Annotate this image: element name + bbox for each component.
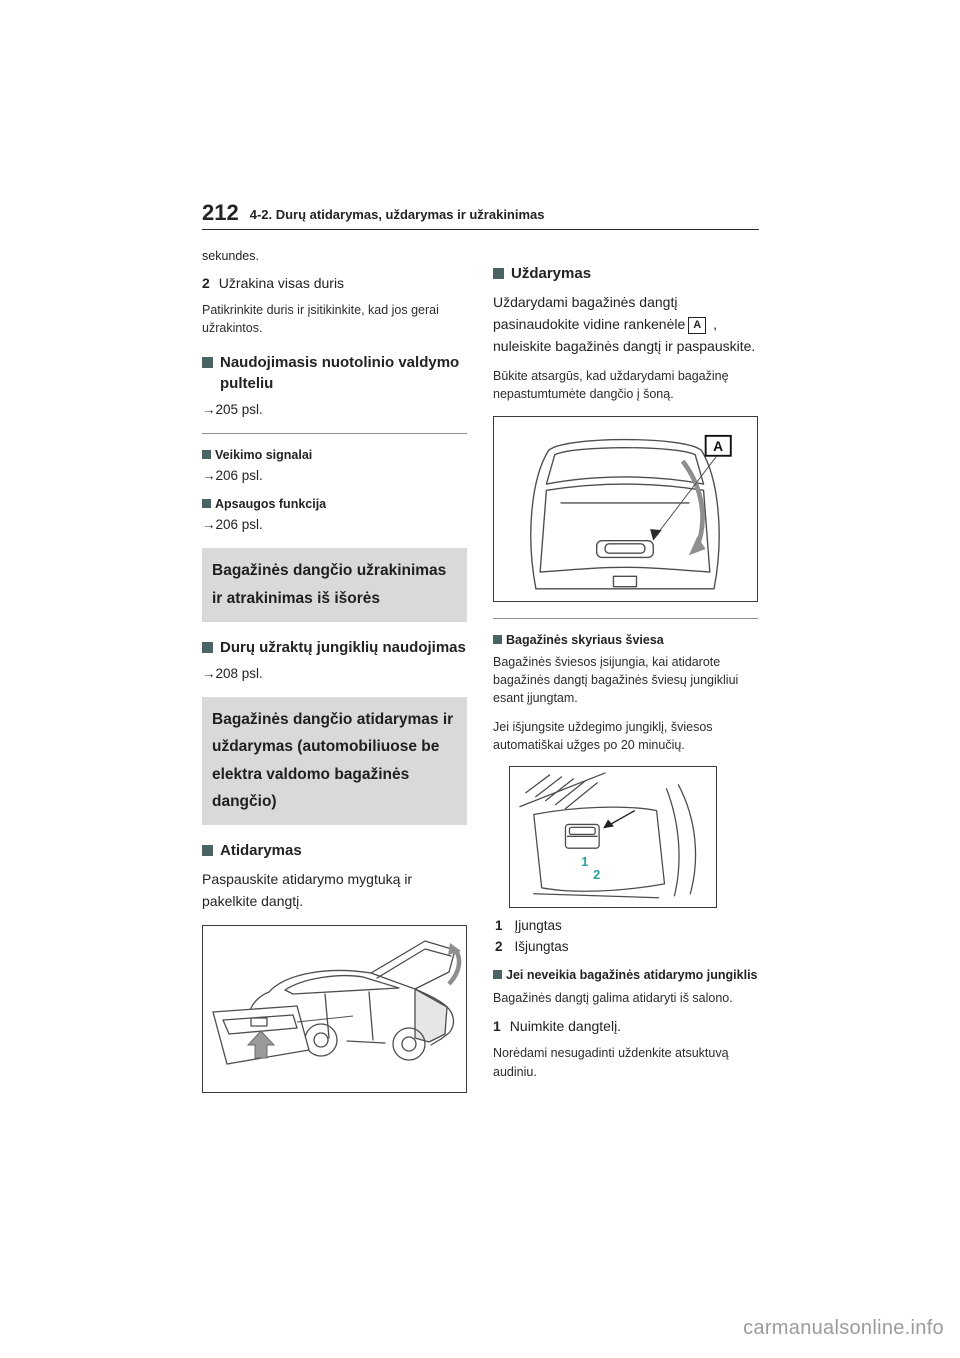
section-title: Uždarymas <box>511 265 592 282</box>
subsection-title: Veikimo signalai <box>215 447 313 462</box>
section-opening <box>202 841 467 861</box>
section-title: Durų užraktų jungiklių naudojimas <box>220 638 466 656</box>
check-note: Patikrinkite duris ir įsitikinkite, kad jos gerai užrakintos. <box>202 303 439 336</box>
light-switch-figure <box>509 766 717 909</box>
close-motion-arrowhead-icon <box>689 536 706 555</box>
fallback-note: Norėdami nesugadinti uždenkite atsuktuvą audiniu. <box>493 1046 729 1079</box>
closing-body <box>493 292 758 357</box>
section-marker-icon <box>493 970 502 979</box>
leader-arrowhead-icon <box>650 529 662 541</box>
step-lock-all-doors <box>202 274 467 294</box>
page-header <box>202 202 759 230</box>
legend-item-off <box>495 939 758 954</box>
callout-1: 1 <box>581 853 589 869</box>
step-text: Užrakina visas duris <box>218 274 345 291</box>
carryover-text: sekundes. <box>202 249 259 263</box>
subsection-title: Bagažinės skyriaus šviesa <box>506 632 664 647</box>
car-open-liftgate-illustration <box>203 926 466 1092</box>
fallback-body: Bagažinės dangtį galima atidaryti iš salono. <box>493 990 733 1005</box>
subsection-luggage-light <box>493 632 758 648</box>
topic-heading-trunk-lock: Bagažinės dangčio užrakinimas ir atrakinimas iš išorės <box>202 548 467 621</box>
light-body-1: Bagažinės šviesos įsijungia, kai atidarote bagažinės dangtį bagažinės šviesų jungikliui esant įjungtam. <box>493 655 739 706</box>
section-marker-icon <box>202 357 213 368</box>
section-marker-icon <box>493 635 502 644</box>
section-title: Atidarymas <box>220 842 302 860</box>
legend-number: 2 <box>495 939 503 955</box>
close-motion-arrow-icon <box>683 461 703 549</box>
section-title: Naudojimasis nuotolinio valdymo pulteliu <box>220 354 460 392</box>
page-number: 212 <box>202 200 239 225</box>
figure-label-a: A <box>713 438 724 454</box>
callout-2: 2 <box>593 866 601 882</box>
light-body-2: Jei išjungsite uždegimo jungiklį, šviesos automatiškai užges po 20 minučių. <box>493 719 713 752</box>
handle-label-a: A <box>688 317 706 334</box>
page-reference: →206 psl. <box>202 517 263 533</box>
section-marker-icon <box>202 499 211 508</box>
divider <box>202 433 467 434</box>
step-text: Nuimkite dangtelį. <box>509 1017 622 1034</box>
page-reference: →205 psl. <box>202 401 263 417</box>
legend-text: Išjungtas <box>514 939 569 955</box>
opener-button-inset <box>213 1006 353 1064</box>
step-number: 1 <box>493 1017 501 1034</box>
liftgate-inner-illustration <box>494 417 757 601</box>
subsection-signals <box>202 447 467 463</box>
section-marker-icon <box>202 845 213 856</box>
opening-body: Paspauskite atidarymo mygtuką ir pakelkite dangtį. <box>202 871 413 909</box>
page-content <box>202 202 759 1103</box>
section-marker-icon <box>202 450 211 459</box>
subsection-title: Jei neveikia bagažinės atidarymo jungiklis <box>506 968 758 983</box>
closing-body-before: Uždarydami bagažinės dangtį pasinaudokite vidine rankenėle <box>493 294 686 332</box>
legend-text: Įjungtas <box>514 918 562 934</box>
liftgate-inner-figure <box>493 416 758 602</box>
section-marker-icon <box>493 268 504 279</box>
topic-heading-trunk-open-close: Bagažinės dangčio atidarymas ir uždarymas (automobiliuose be elektra valdomo bagažinės dangčio) <box>202 697 467 825</box>
section-closing <box>493 264 758 284</box>
chapter-title: 4-2. Durų atidarymas, uždarymas ir užrakinimas <box>249 207 545 222</box>
page-reference: →206 psl. <box>202 468 263 484</box>
closing-body-after: , nuleiskite bagažinės dangtį ir paspauskite. <box>493 315 756 354</box>
legend-item-on <box>495 918 758 933</box>
subsection-switch-failure <box>493 967 758 983</box>
legend-number: 1 <box>495 918 503 934</box>
section-remote-control <box>202 353 467 394</box>
liftgate-open-figure <box>202 925 467 1093</box>
subsection-security <box>202 496 467 512</box>
step-number: 2 <box>202 274 210 291</box>
section-door-lock-switches <box>202 638 467 658</box>
page-reference: →208 psl. <box>202 665 263 681</box>
left-column <box>202 248 467 1103</box>
divider <box>493 618 758 619</box>
right-column <box>493 248 758 1103</box>
step-remove-cover <box>493 1017 758 1037</box>
light-switch-illustration <box>510 767 716 908</box>
closing-caution: Būkite atsargūs, kad uždarydami bagažinę nepastumtumėte dangčio į šoną. <box>493 369 729 402</box>
section-marker-icon <box>202 642 213 653</box>
watermark: carmanualsonline.info <box>743 1317 944 1339</box>
subsection-title: Apsaugos funkcija <box>215 497 327 512</box>
